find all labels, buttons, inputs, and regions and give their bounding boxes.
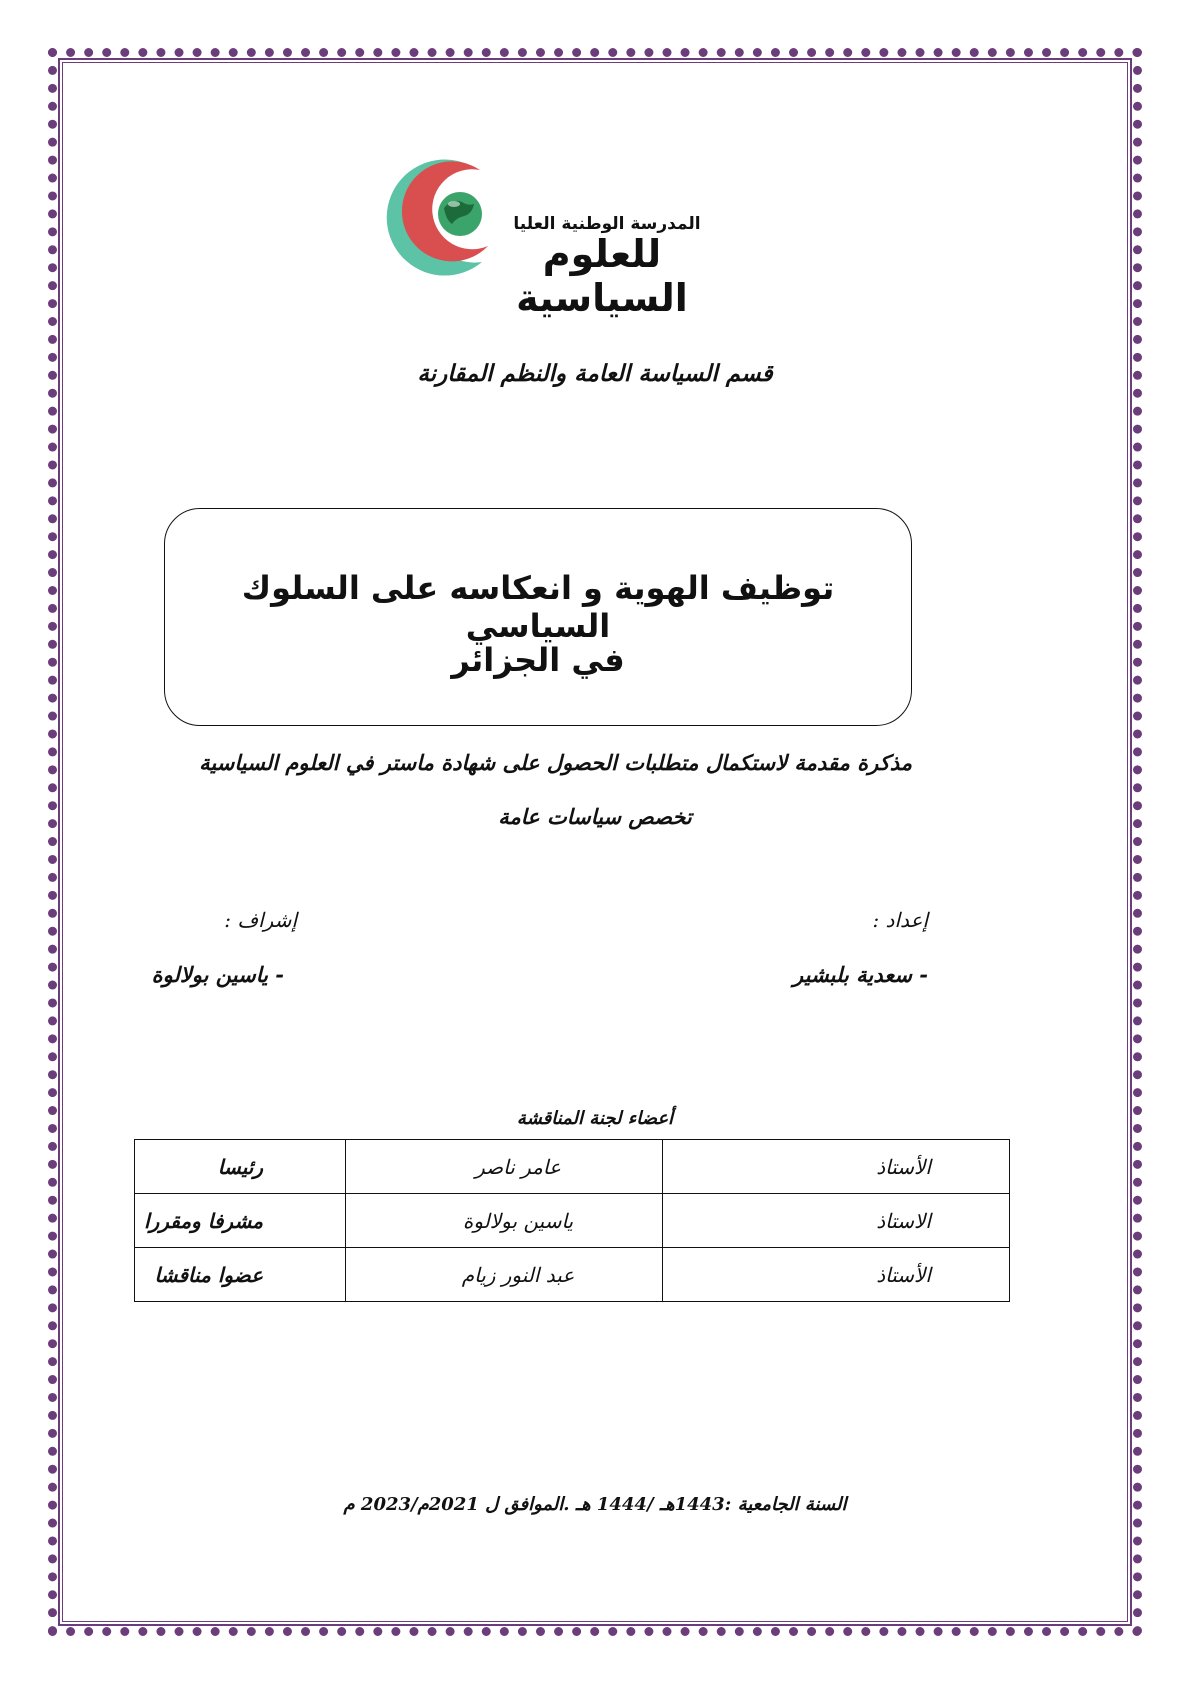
academic-year: السنة الجامعية :1443هـ /1444 هـ .الموافق ل 2021م/2023 م: [343, 1494, 847, 1515]
supervised-by-label: إشراف :: [224, 908, 297, 932]
member-name: ياسين بولالوة: [346, 1194, 663, 1248]
member-name: عامر ناصر: [346, 1140, 663, 1194]
table-row: [135, 1194, 1010, 1248]
member-role: مشرفا ومقررا: [135, 1194, 346, 1248]
committee-table: [134, 1139, 1010, 1302]
thesis-title-line2: في الجزائر: [451, 641, 625, 679]
member-title: الاستاذ: [663, 1194, 1010, 1248]
member-name: عبد النور زيام: [346, 1248, 663, 1302]
table-row: [135, 1140, 1010, 1194]
logo-text-school: المدرسة الوطنية العليا: [513, 214, 701, 234]
member-title: الأستاذ: [663, 1248, 1010, 1302]
school-logo: [372, 150, 732, 320]
prepared-by-label: إعداد :: [872, 908, 928, 932]
member-title: الأستاذ: [663, 1140, 1010, 1194]
table-row: [135, 1248, 1010, 1302]
department-name: قسم السياسة العامة والنظم المقارنة: [417, 360, 773, 387]
specialty: تخصص سياسات عامة: [498, 804, 692, 829]
member-role: عضوا مناقشا: [135, 1248, 346, 1302]
thesis-title-line1: توظيف الهوية و انعكاسه على السلوك السياسي: [241, 569, 835, 645]
memo-description: مذكرة مقدمة لاستكمال متطلبات الحصول على شهادة ماستر في العلوم السياسية: [199, 750, 912, 775]
supervised-by-name: - ياسين بولالوة: [151, 962, 284, 987]
logo-text-political-sciences: للعلوم السياسية: [516, 232, 688, 320]
thesis-title-box: [164, 508, 912, 726]
committee-title: أعضاء لجنة المناقشة: [516, 1108, 674, 1129]
member-role: رئيسا: [135, 1140, 346, 1194]
prepared-by-name: - سعدية بلبشير: [793, 962, 928, 987]
